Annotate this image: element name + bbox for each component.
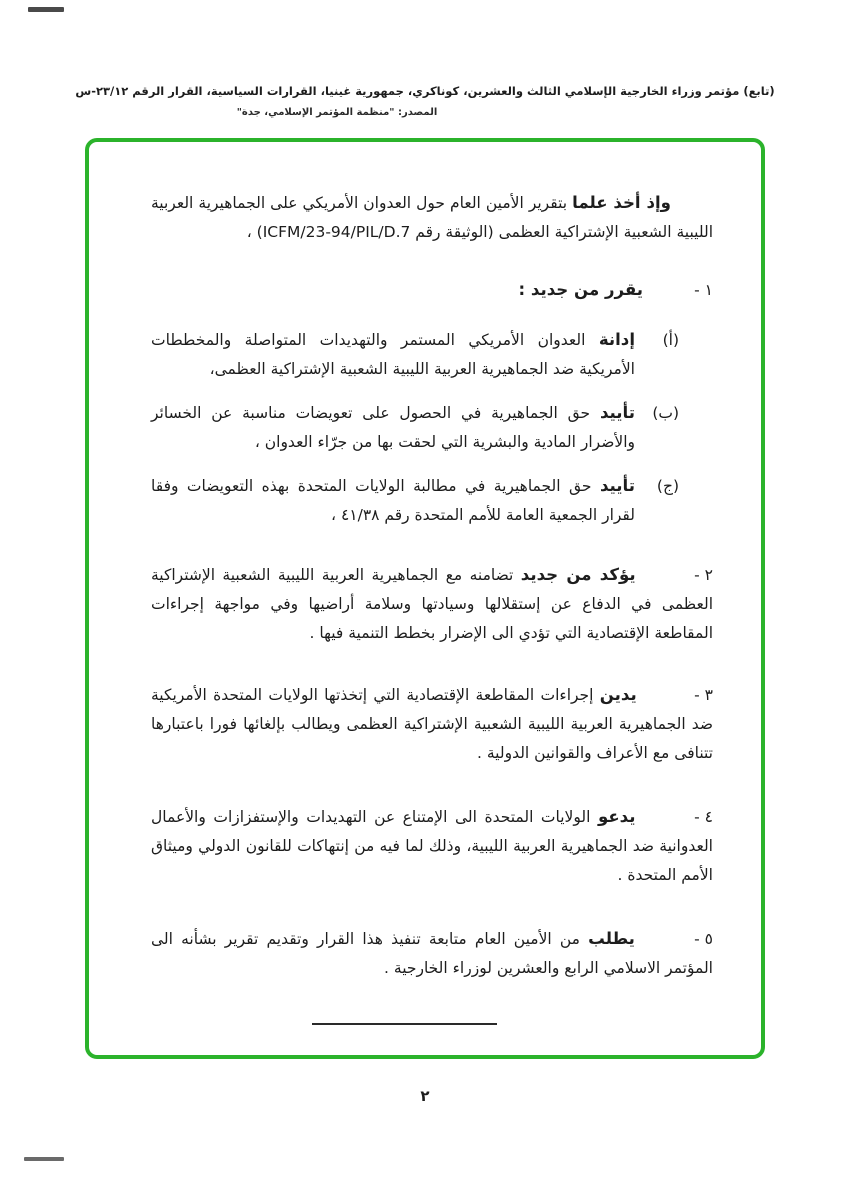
page-number: ٢ bbox=[420, 1087, 430, 1105]
subitem-a bbox=[151, 325, 713, 384]
item-5-number: ٥ - bbox=[694, 930, 713, 948]
subitem-b-paragraph bbox=[151, 398, 635, 457]
resolution-item-1 bbox=[151, 275, 713, 305]
item-2-number: ٢ - bbox=[694, 566, 713, 584]
subitem-c-text: حق الجماهيرية في مطالبة الولايات المتحدة بهذه التعويضات وفقا لقرار الجمعية العامة للأمم المتحدة رقم ٤١/٣٨ ، bbox=[151, 477, 635, 524]
item-3-text: إجراءات المقاطعة الإقتصادية التي إتخذتها الولايات المتحدة الأمريكية ضد الجماهيرية العربية الليبية الشعبية الإشتراكية العظمى ويطالب بإلغائها فورا باعتبارها تتنافى مع الأعراف والقوانين الدولية . bbox=[151, 686, 713, 762]
resolution-item-4 bbox=[151, 802, 713, 890]
item-5-text: من الأمين العام متابعة تنفيذ هذا القرار وتقديم تقرير بشأنه الى المؤتمر الاسلامي الرابع والعشرين لوزراء الخارجية . bbox=[151, 930, 713, 977]
item-1-number: ١ - bbox=[694, 281, 713, 299]
subitem-c-paragraph bbox=[151, 471, 635, 530]
subitem-a-text: العدوان الأمريكي المستمر والتهديدات المتواصلة والمخططات الأمريكية ضد الجماهيرية العربية الليبية الشعبية الإشتراكية العظمى، bbox=[151, 331, 635, 378]
resolution-item-5 bbox=[151, 924, 713, 983]
item-2-lead: يؤكد من جديد bbox=[520, 565, 636, 584]
resolution-item-2 bbox=[151, 560, 713, 648]
subitem-c-lead: تأييد bbox=[599, 476, 635, 495]
item-4-lead: يدعو bbox=[597, 807, 636, 826]
header-source-line: المصدر: "منظمة المؤتمر الإسلامي، جدة" bbox=[236, 107, 438, 118]
subitem-c-letter: (ج) bbox=[656, 477, 679, 495]
subitem-a-letter: (أ) bbox=[662, 331, 679, 349]
item-2-text: تضامنه مع الجماهيرية العربية الليبية الشعبية الإشتراكية العظمى في الدفاع عن إستقلالها وسيادتها وسلامة أراضيها وفي مواجهة إجراءات المقاطعة الإقتصادية التي تؤدي الى الإضرار بخطط التنمية فيها . bbox=[151, 566, 713, 642]
item-3-number: ٣ - bbox=[694, 686, 713, 704]
opening-paragraph bbox=[151, 188, 713, 247]
end-separator-line bbox=[312, 1023, 497, 1025]
subitem-b-text: حق الجماهيرية في الحصول على تعويضات مناسبة عن الخسائر والأضرار المادية والبشرية التي لحقت بها من جرّاء العدوان ، bbox=[151, 404, 635, 451]
opening-lead: وإذ أخذ علما bbox=[572, 193, 671, 212]
item-4-number: ٤ - bbox=[694, 808, 713, 826]
highlight-border-box bbox=[85, 138, 765, 1059]
item-4-text: الولايات المتحدة الى الإمتناع عن التهديدات والإستفزازات والأعمال العدوانية ضد الجماهيرية العربية الليبية، وذلك لما فيه من إنتهاكات للقانون الدولي وميثاق الأمم المتحدة . bbox=[151, 808, 713, 884]
subitem-a-lead: إدانة bbox=[598, 330, 635, 349]
scan-artifact-bottom-left bbox=[24, 1157, 64, 1161]
subitem-b-lead: تأييد bbox=[599, 403, 635, 422]
item-1-lead: يقرر من جديد : bbox=[518, 280, 643, 299]
subitem-b bbox=[151, 398, 713, 457]
item-3-lead: يدين bbox=[599, 685, 637, 704]
subitem-a-paragraph bbox=[151, 325, 635, 384]
resolution-body bbox=[89, 142, 761, 1025]
subitem-c bbox=[151, 471, 713, 530]
scan-artifact-top-left bbox=[28, 7, 64, 12]
header-reference-line: (تابع) مؤتمر وزراء الخارجية الإسلامي الثالث والعشرين، كوناكري، جمهورية غينيا، القرارات السياسية، القرار الرقم ٢٣/١٢-س bbox=[75, 84, 775, 98]
resolution-item-3 bbox=[151, 680, 713, 768]
document-header bbox=[0, 84, 850, 118]
item-5-lead: يطلب bbox=[588, 929, 635, 948]
subitem-b-letter: (ب) bbox=[652, 404, 679, 422]
opening-text: بتقرير الأمين العام حول العدوان الأمريكي على الجماهيرية العربية الليبية الشعبية الإشتراكية العظمى (الوثيقة رقم ICFM/23-94/PIL/D.7) ، bbox=[151, 194, 713, 241]
